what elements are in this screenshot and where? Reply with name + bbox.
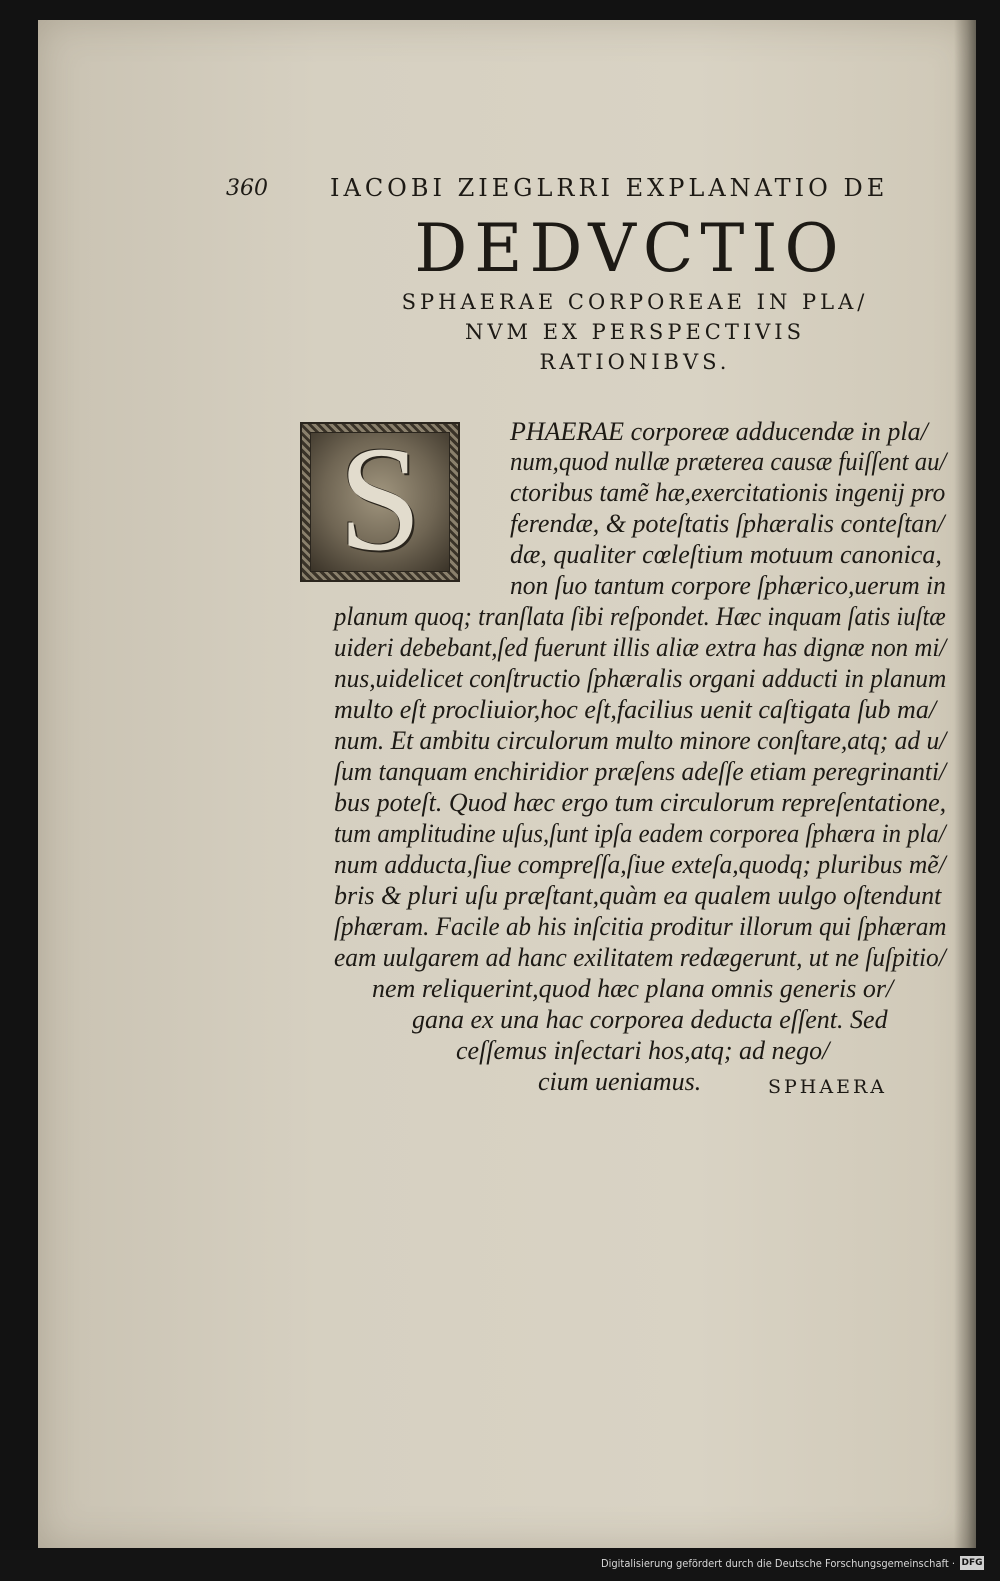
running-title: IACOBI ZIEGLRRI EXPLANATIO DE (330, 174, 889, 202)
catchword: SPHAERA (768, 1076, 887, 1098)
body-line: PHAERAE corporeæ adducendæ in pla/ (510, 417, 928, 446)
body-line: multo eſt procliuior,hoc eſt,facilius uenit caſtigata ſub ma/ (334, 695, 937, 724)
chapter-title: DEDVCTIO (414, 210, 846, 287)
body-line: ferendæ, & poteſtatis ſphæralis conteſtan/ (510, 509, 945, 538)
footer-bar (0, 1550, 1000, 1581)
body-line: ſum tanquam enchiridior præſens adeſſe etiam peregrinanti/ (334, 757, 947, 786)
decorated-initial (300, 416, 460, 582)
chapter-subtitle-line: NVM EX PERSPECTIVIS (464, 320, 805, 344)
chapter-subtitle-line: RATIONIBVS. (539, 350, 731, 374)
running-head (0, 170, 1000, 210)
body-line: planum quoq; tranſlata ſibi reſpondet. Hæc inquam ſatis iuſtæ (334, 602, 946, 631)
body-line: nem reliquerint,quod hæc plana omnis generis or/ (372, 974, 894, 1003)
decorated-initial-letter: S (338, 416, 422, 582)
body-line: dæ, qualiter cœleſtium motuum canonica, (510, 540, 942, 569)
body-line: uideri debebant,ſed fuerunt illis aliæ extra has dignæ non mi/ (334, 633, 947, 662)
body-line: num adducta,ſiue compreſſa,ſiue exteſa,quodq; pluribus mẽ/ (334, 850, 946, 879)
body-line: num,quod nullæ præterea causæ fuiſſent au/ (510, 447, 947, 476)
body-line: bris & pluri uſu præſtant,quàm ea qualem uulgo oſtendunt (334, 881, 942, 910)
body-line: nus,uidelicet conſtructio ſphæralis organi adducti in planum (334, 664, 947, 693)
body-line: tum amplitudine uſus,ſunt ipſa eadem corporea ſphæra in pla/ (334, 819, 946, 848)
body-line: ctoribus tamẽ hæ,exercitationis ingenij pro (510, 478, 946, 507)
funding-credit: Digitalisierung gefördert durch die Deutsche Forschungsgemeinschaft · (601, 1557, 956, 1570)
body-line: gana ex una hac corporea deducta eſſent. Sed (412, 1005, 888, 1034)
dfg-logo: DFG (961, 1558, 983, 1568)
body-line: ceſſemus inſectari hos,atq; ad nego/ (456, 1036, 830, 1065)
page-number: 360 (226, 176, 268, 201)
body-line: eam uulgarem ad hanc exilitatem redægerunt, ut ne ſuſpitio/ (334, 943, 946, 972)
body-line: ſphæram. Facile ab his inſcitia proditur illorum qui ſphæram (334, 912, 947, 941)
body-line: bus poteſt. Quod hæc ergo tum circulorum repreſentatione, (334, 788, 947, 817)
body-line: num. Et ambitu circulorum multo minore conſtare,atq; ad u/ (334, 726, 947, 755)
body-line: non ſuo tantum corpore ſphærico,uerum in (510, 571, 946, 600)
body-line: cium ueniamus. (538, 1067, 702, 1096)
chapter-subtitle-line: SPHAERAE CORPOREAE IN PLA/ (401, 290, 869, 314)
